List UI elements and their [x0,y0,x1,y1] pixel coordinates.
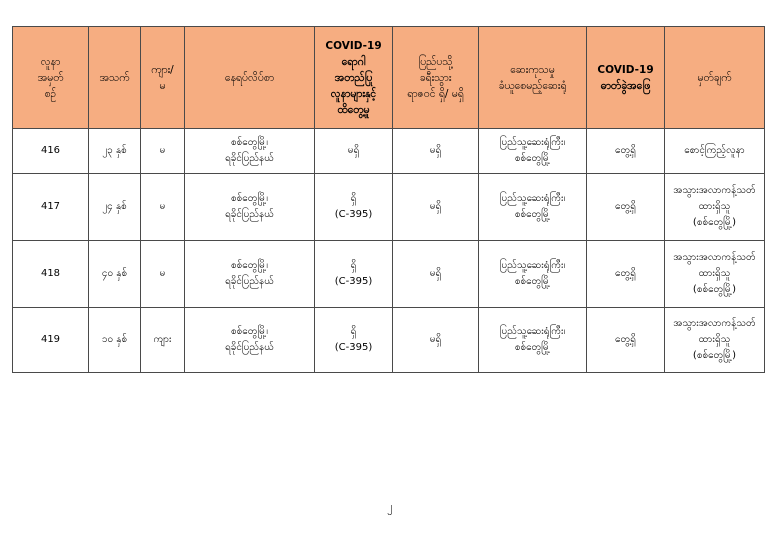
remarks: အသွားအလာကန့်သတ် ထားရှိသူ (စစ်တွေမြို့) [665,308,765,373]
sex: မ [141,174,185,241]
test-result: တွေ့ရှိ [587,308,665,373]
hospital: ပြည်သူ့ဆေးရုံကြီး၊ စစ်တွေမြို့ [479,241,587,308]
header-sex: ကျား/ မ [141,27,185,129]
header-row [13,27,765,129]
table-row [13,129,765,174]
contact: ရှိ (C-395) [315,308,393,373]
hospital: ပြည်သူ့ဆေးရုံကြီး၊ စစ်တွေမြို့ [479,174,587,241]
case-no: 417 [13,174,89,241]
sex: မ [141,241,185,308]
header-address: နေရပ်လိပ်စာ [185,27,315,129]
address: စစ်တွေမြို့၊ ရခိုင်ပြည်နယ် [185,308,315,373]
header-travel: ပြည်ပသို့ ခရီးသွား ရာဇဝင် ရှိ/ မရှိ [393,27,479,129]
remarks: အသွားအလာကန့်သတ် ထားရှိသူ (စစ်တွေမြို့) [665,241,765,308]
table-row [13,241,765,308]
contact: ရှိ (C-395) [315,174,393,241]
table-row [13,174,765,241]
age: ၄၀ နှစ် [89,241,141,308]
remarks: အသွားအလာကန့်သတ် ထားရှိသူ (စစ်တွေမြို့) [665,174,765,241]
header-hospital: ဆေးကုသမှု ခံယူစေမည့်ဆေးရုံ [479,27,587,129]
sex: မ [141,129,185,174]
hospital: ပြည်သူ့ဆေးရုံကြီး၊ စစ်တွေမြို့ [479,129,587,174]
page-number: ၂ [387,500,393,513]
case-no: 418 [13,241,89,308]
header-test-result: COVID-19 ဓာတ်ခွဲအဖြေ [587,27,665,129]
header-age: အသက် [89,27,141,129]
age: ၁၀ နှစ် [89,308,141,373]
address: စစ်တွေမြို့၊ ရခိုင်ပြည်နယ် [185,129,315,174]
test-result: တွေ့ရှိ [587,241,665,308]
age: ၂၄ နှစ် [89,174,141,241]
travel: မရှိ [393,174,479,241]
age: ၂၃ နှစ် [89,129,141,174]
test-result: တွေ့ရှိ [587,129,665,174]
case-no: 419 [13,308,89,373]
address: စစ်တွေမြို့၊ ရခိုင်ပြည်နယ် [185,241,315,308]
travel: မရှိ [393,308,479,373]
table-row [13,308,765,373]
remarks: စောင့်ကြည့်လူနာ [665,129,765,174]
sex: ကျား [141,308,185,373]
travel: မရှိ [393,129,479,174]
travel: မရှိ [393,241,479,308]
contact: ရှိ (C-395) [315,241,393,308]
hospital: ပြည်သူ့ဆေးရုံကြီး၊ စစ်တွေမြို့ [479,308,587,373]
header-case-no: လူနာ အမှတ် စဉ် [13,27,89,129]
address: စစ်တွေမြို့၊ ရခိုင်ပြည်နယ် [185,174,315,241]
header-contact: COVID-19 ရောဂါ အတည်ပြု လူနာများနှင့် ထိတွေ့မှု [315,27,393,129]
contact: မရှိ [315,129,393,174]
test-result: တွေ့ရှိ [587,174,665,241]
case-no: 416 [13,129,89,174]
covid-case-table [12,26,765,373]
header-remarks: မှတ်ချက် [665,27,765,129]
